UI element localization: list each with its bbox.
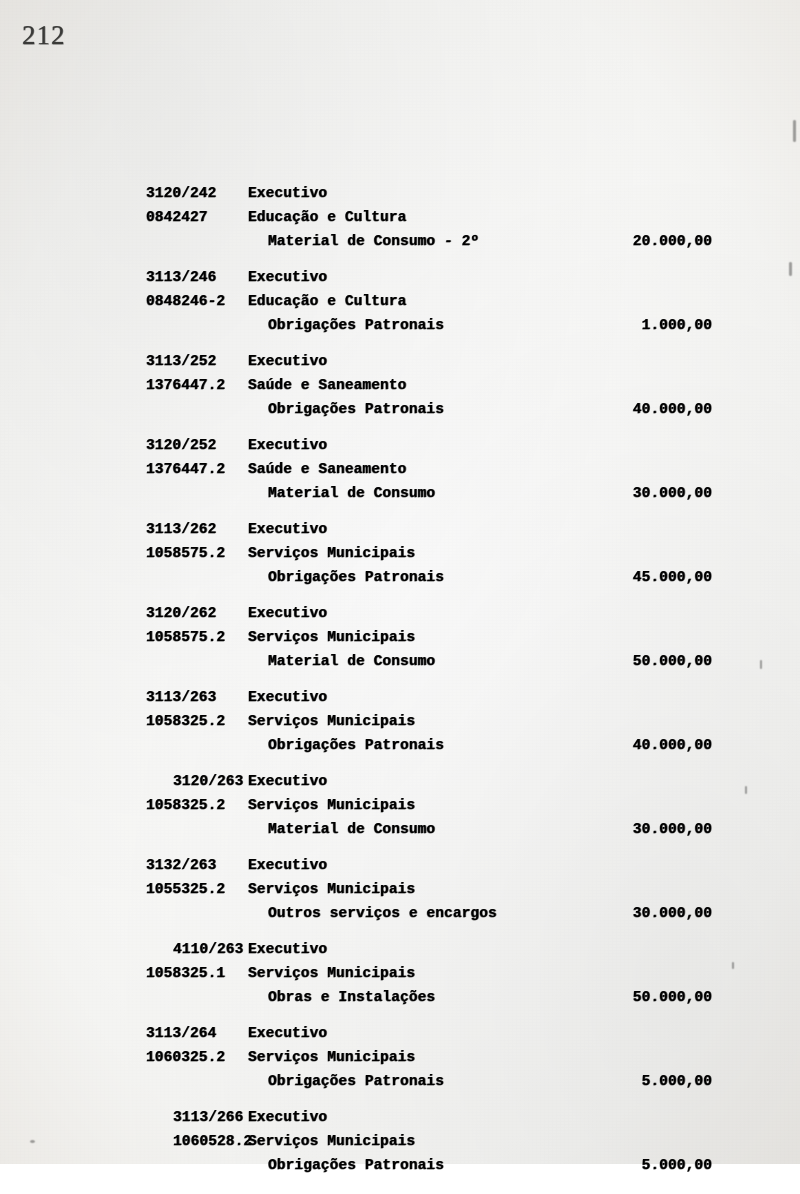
entry-line-item xyxy=(0,234,800,258)
entry-account-code: 1058575.2 xyxy=(146,546,226,562)
budget-entry xyxy=(0,186,800,258)
entry-line-item xyxy=(0,570,800,594)
entry-line-item xyxy=(0,990,800,1014)
entry-account-code: 1058575.2 xyxy=(146,630,226,646)
entry-amount xyxy=(572,906,712,922)
entry-amount-value: 5.000,00 xyxy=(641,1074,712,1090)
entry-title: Executivo xyxy=(248,690,328,706)
entry-title: Executivo xyxy=(248,354,328,370)
entry-line-code xyxy=(0,606,800,630)
entry-title: Executivo xyxy=(248,858,328,874)
entry-amount-value: 45.000,00 xyxy=(632,570,712,586)
entry-line-code xyxy=(0,690,800,714)
entry-amount xyxy=(572,318,712,334)
budget-entry xyxy=(0,1026,800,1098)
entry-item: Material de Consumo xyxy=(268,486,436,502)
entry-line-account xyxy=(0,210,800,234)
entry-code: 3113/263 xyxy=(146,690,217,706)
entry-title: Executivo xyxy=(248,270,328,286)
entry-line-item xyxy=(0,1074,800,1098)
entry-title: Executivo xyxy=(248,438,328,454)
entry-code: 3120/262 xyxy=(146,606,217,622)
entry-amount-value: 50.000,00 xyxy=(632,654,712,670)
scan-speck xyxy=(793,120,796,142)
entry-category: Serviços Municipais xyxy=(248,1134,416,1150)
entry-line-item xyxy=(0,654,800,678)
entry-amount xyxy=(572,822,712,838)
entry-category: Serviços Municipais xyxy=(248,630,416,646)
entry-code: 3120/263 xyxy=(173,774,244,790)
entry-line-account xyxy=(0,966,800,990)
page-number: 212 xyxy=(22,20,66,50)
entry-line-account xyxy=(0,714,800,738)
budget-entry xyxy=(0,774,800,846)
entry-line-item xyxy=(0,822,800,846)
entry-amount xyxy=(572,654,712,670)
entry-line-code xyxy=(0,774,800,798)
scan-speck xyxy=(732,962,734,969)
entry-code: 3120/242 xyxy=(146,186,217,202)
entry-account-code: 1060528.2 xyxy=(173,1134,253,1150)
entry-line-account xyxy=(0,798,800,822)
entry-line-code xyxy=(0,942,800,966)
entry-category: Serviços Municipais xyxy=(248,798,416,814)
entry-line-account xyxy=(0,882,800,906)
entry-amount-value: 1.000,00 xyxy=(641,318,712,334)
budget-entry xyxy=(0,606,800,678)
entry-line-code xyxy=(0,186,800,210)
budget-entry xyxy=(0,942,800,1014)
entry-code: 3113/262 xyxy=(146,522,217,538)
entry-amount xyxy=(572,990,712,1006)
entry-amount-value: 40.000,00 xyxy=(632,402,712,418)
entry-line-account xyxy=(0,378,800,402)
entry-code: 3113/264 xyxy=(146,1026,217,1042)
entry-title: Executivo xyxy=(248,774,328,790)
entry-account-code: 0848246-2 xyxy=(146,294,226,310)
entry-item: Material de Consumo - 2º xyxy=(268,234,480,250)
budget-entry xyxy=(0,270,800,342)
entry-item: Obrigações Patronais xyxy=(268,1074,445,1090)
entry-amount-value: 5.000,00 xyxy=(641,1158,712,1174)
entry-title: Executivo xyxy=(248,1026,328,1042)
budget-entry-list xyxy=(0,186,800,1194)
entry-item: Outros serviços e encargos xyxy=(268,906,497,922)
entry-item: Obras e Instalações xyxy=(268,990,436,1006)
entry-line-code xyxy=(0,270,800,294)
entry-line-code xyxy=(0,1110,800,1134)
entry-title: Executivo xyxy=(248,522,328,538)
budget-entry xyxy=(0,1110,800,1182)
entry-line-code xyxy=(0,354,800,378)
entry-category: Serviços Municipais xyxy=(248,546,416,562)
entry-line-account xyxy=(0,294,800,318)
entry-item: Obrigações Patronais xyxy=(268,570,445,586)
entry-code: 3132/263 xyxy=(146,858,217,874)
entry-line-code xyxy=(0,522,800,546)
entry-account-code: 1060325.2 xyxy=(146,1050,226,1066)
entry-category: Saúde e Saneamento xyxy=(248,378,407,394)
entry-amount-value: 50.000,00 xyxy=(632,990,712,1006)
entry-account-code: 1058325.1 xyxy=(146,966,226,982)
entry-amount xyxy=(572,402,712,418)
scan-speck xyxy=(745,786,747,794)
entry-category: Serviços Municipais xyxy=(248,966,416,982)
entry-line-code xyxy=(0,438,800,462)
entry-line-code xyxy=(0,1026,800,1050)
entry-amount-value: 30.000,00 xyxy=(632,906,712,922)
scan-speck xyxy=(760,660,762,669)
entry-amount-value: 30.000,00 xyxy=(632,822,712,838)
entry-amount xyxy=(572,570,712,586)
entry-amount xyxy=(572,1158,712,1174)
budget-entry xyxy=(0,438,800,510)
entry-category: Serviços Municipais xyxy=(248,714,416,730)
entry-line-code xyxy=(0,858,800,882)
entry-line-account xyxy=(0,546,800,570)
entry-line-item xyxy=(0,318,800,342)
entry-account-code: 1376447.2 xyxy=(146,378,226,394)
entry-item: Obrigações Patronais xyxy=(268,318,445,334)
entry-code: 3113/252 xyxy=(146,354,217,370)
entry-item: Obrigações Patronais xyxy=(268,402,445,418)
entry-category: Serviços Municipais xyxy=(248,882,416,898)
entry-title: Executivo xyxy=(248,186,328,202)
entry-account-code: 0842427 xyxy=(146,210,208,226)
entry-item: Obrigações Patronais xyxy=(268,1158,445,1174)
budget-entry xyxy=(0,354,800,426)
entry-title: Executivo xyxy=(248,606,328,622)
entry-title: Executivo xyxy=(248,1110,328,1126)
scan-speck xyxy=(30,1140,35,1143)
entry-line-account xyxy=(0,630,800,654)
budget-entry xyxy=(0,858,800,930)
entry-item: Material de Consumo xyxy=(268,654,436,670)
entry-category: Saúde e Saneamento xyxy=(248,462,407,478)
entry-item: Obrigações Patronais xyxy=(268,738,445,754)
entry-line-account xyxy=(0,462,800,486)
entry-category: Educação e Cultura xyxy=(248,294,407,310)
entry-code: 3113/246 xyxy=(146,270,217,286)
entry-amount xyxy=(572,1074,712,1090)
entry-account-code: 1058325.2 xyxy=(146,714,226,730)
entry-title: Executivo xyxy=(248,942,328,958)
budget-entry xyxy=(0,522,800,594)
entry-amount-value: 40.000,00 xyxy=(632,738,712,754)
entry-amount xyxy=(572,486,712,502)
entry-amount xyxy=(572,738,712,754)
entry-line-item xyxy=(0,402,800,426)
entry-account-code: 1058325.2 xyxy=(146,798,226,814)
entry-line-item xyxy=(0,1158,800,1182)
entry-item: Material de Consumo xyxy=(268,822,436,838)
entry-amount xyxy=(572,234,712,250)
entry-code: 3113/266 xyxy=(173,1110,244,1126)
entry-category: Serviços Municipais xyxy=(248,1050,416,1066)
entry-category: Educação e Cultura xyxy=(248,210,407,226)
entry-code: 3120/252 xyxy=(146,438,217,454)
entry-line-account xyxy=(0,1050,800,1074)
entry-amount-value: 20.000,00 xyxy=(632,234,712,250)
entry-amount-value: 30.000,00 xyxy=(632,486,712,502)
entry-line-item xyxy=(0,906,800,930)
entry-account-code: 1376447.2 xyxy=(146,462,226,478)
budget-entry xyxy=(0,690,800,762)
entry-code: 4110/263 xyxy=(173,942,244,958)
entry-line-item xyxy=(0,486,800,510)
scan-speck xyxy=(789,262,792,276)
entry-line-account xyxy=(0,1134,800,1158)
entry-line-item xyxy=(0,738,800,762)
entry-account-code: 1055325.2 xyxy=(146,882,226,898)
